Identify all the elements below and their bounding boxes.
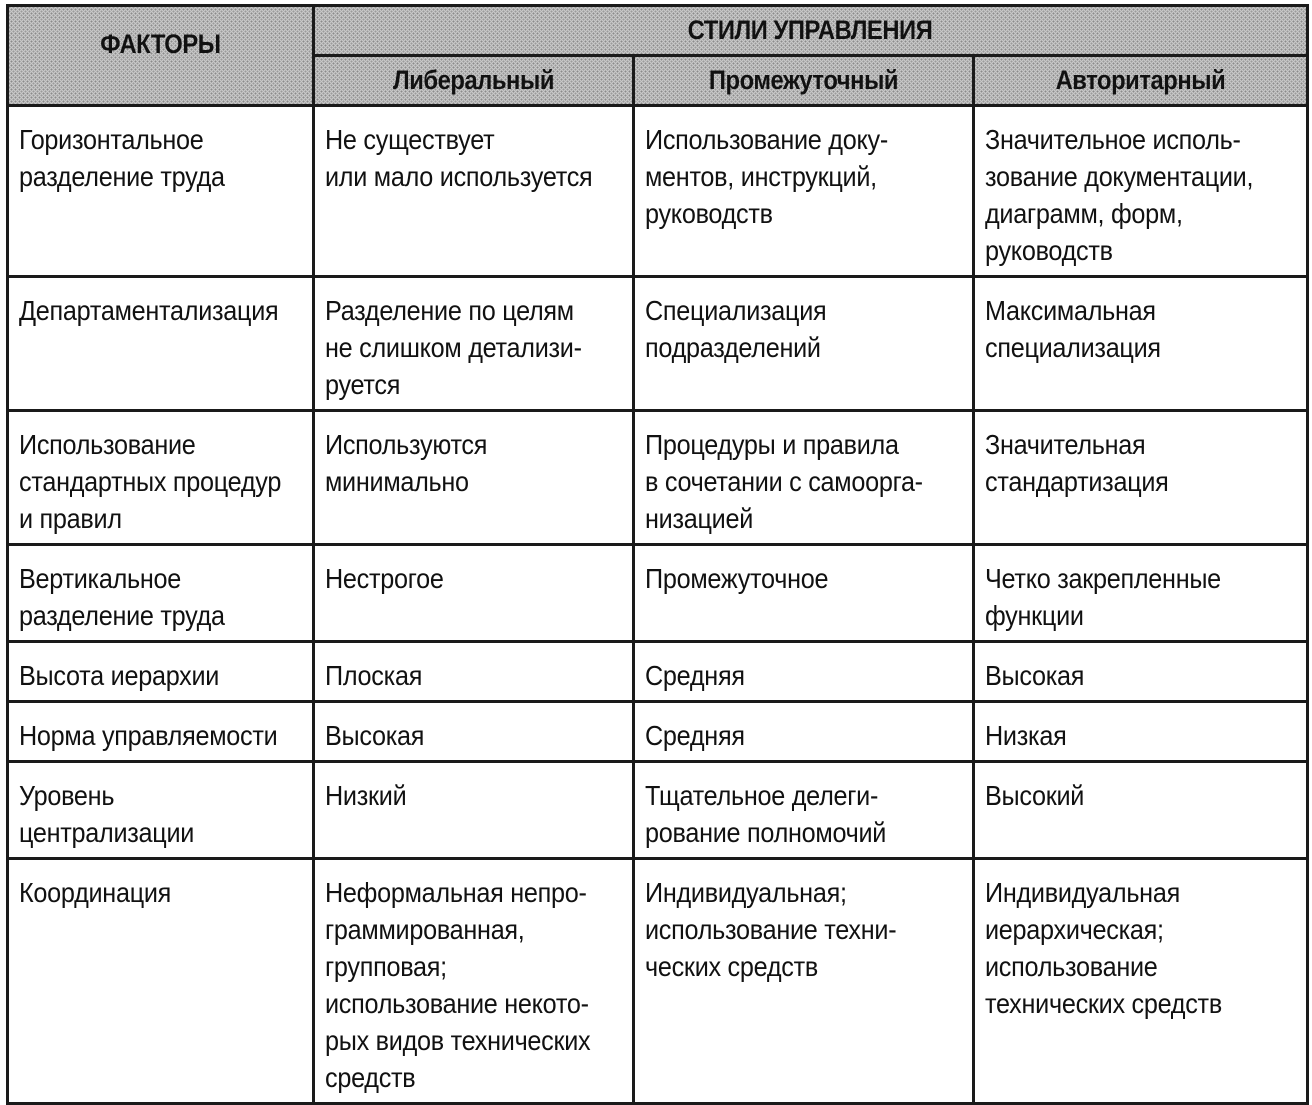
table-row <box>8 545 1308 642</box>
style-header-authoritarian: Авторитарный <box>974 56 1308 106</box>
factor-cell: Норма управляемости <box>8 702 314 762</box>
intermediate-cell: Индивидуальная; использование техни- ческих средств <box>634 859 974 1104</box>
factor-cell: Высота иерархии <box>8 642 314 702</box>
factor-cell: Вертикальное разделение труда <box>8 545 314 642</box>
table-row <box>8 702 1308 762</box>
styles-header: СТИЛИ УПРАВЛЕНИЯ <box>314 6 1308 56</box>
factors-header: ФАКТОРЫ <box>8 6 314 106</box>
intermediate-cell: Использование доку- ментов, инструкций, руководств <box>634 106 974 277</box>
intermediate-cell: Тщательное делеги- рование полномочий <box>634 762 974 859</box>
liberal-cell: Высокая <box>314 702 634 762</box>
authoritarian-cell: Индивидуальная иерархическая; использование технических средств <box>974 859 1308 1104</box>
liberal-cell: Не существует или мало используется <box>314 106 634 277</box>
factor-cell: Уровень централизации <box>8 762 314 859</box>
table-row <box>8 106 1308 277</box>
intermediate-cell: Специализация подразделений <box>634 277 974 411</box>
intermediate-cell: Процедуры и правила в сочетании с самоорга- низацией <box>634 411 974 545</box>
factor-cell: Координация <box>8 859 314 1104</box>
authoritarian-cell: Значительная стандартизация <box>974 411 1308 545</box>
management-styles-table <box>6 4 1309 1105</box>
table-row <box>8 411 1308 545</box>
liberal-cell: Неформальная непро- граммированная, групповая; использование некото- рых видов технических средств <box>314 859 634 1104</box>
liberal-cell: Используются минимально <box>314 411 634 545</box>
table-row <box>8 859 1308 1104</box>
authoritarian-cell: Высокая <box>974 642 1308 702</box>
table-row <box>8 277 1308 411</box>
factor-cell: Горизонтальное разделение труда <box>8 106 314 277</box>
factor-cell: Использование стандартных процедур и правил <box>8 411 314 545</box>
liberal-cell: Разделение по целям не слишком детализи- руется <box>314 277 634 411</box>
management-styles-table-wrapper <box>6 4 1306 1093</box>
authoritarian-cell: Четко закрепленные функции <box>974 545 1308 642</box>
liberal-cell: Плоская <box>314 642 634 702</box>
intermediate-cell: Промежуточное <box>634 545 974 642</box>
liberal-cell: Нестрогое <box>314 545 634 642</box>
authoritarian-cell: Значительное исполь- зование документации, диаграмм, форм, руководств <box>974 106 1308 277</box>
authoritarian-cell: Максимальная специализация <box>974 277 1308 411</box>
intermediate-cell: Средняя <box>634 642 974 702</box>
style-header-intermediate: Промежуточный <box>634 56 974 106</box>
authoritarian-cell: Высокий <box>974 762 1308 859</box>
style-header-liberal: Либеральный <box>314 56 634 106</box>
liberal-cell: Низкий <box>314 762 634 859</box>
table-row <box>8 642 1308 702</box>
factor-cell: Департаментализация <box>8 277 314 411</box>
authoritarian-cell: Низкая <box>974 702 1308 762</box>
intermediate-cell: Средняя <box>634 702 974 762</box>
table-row <box>8 762 1308 859</box>
